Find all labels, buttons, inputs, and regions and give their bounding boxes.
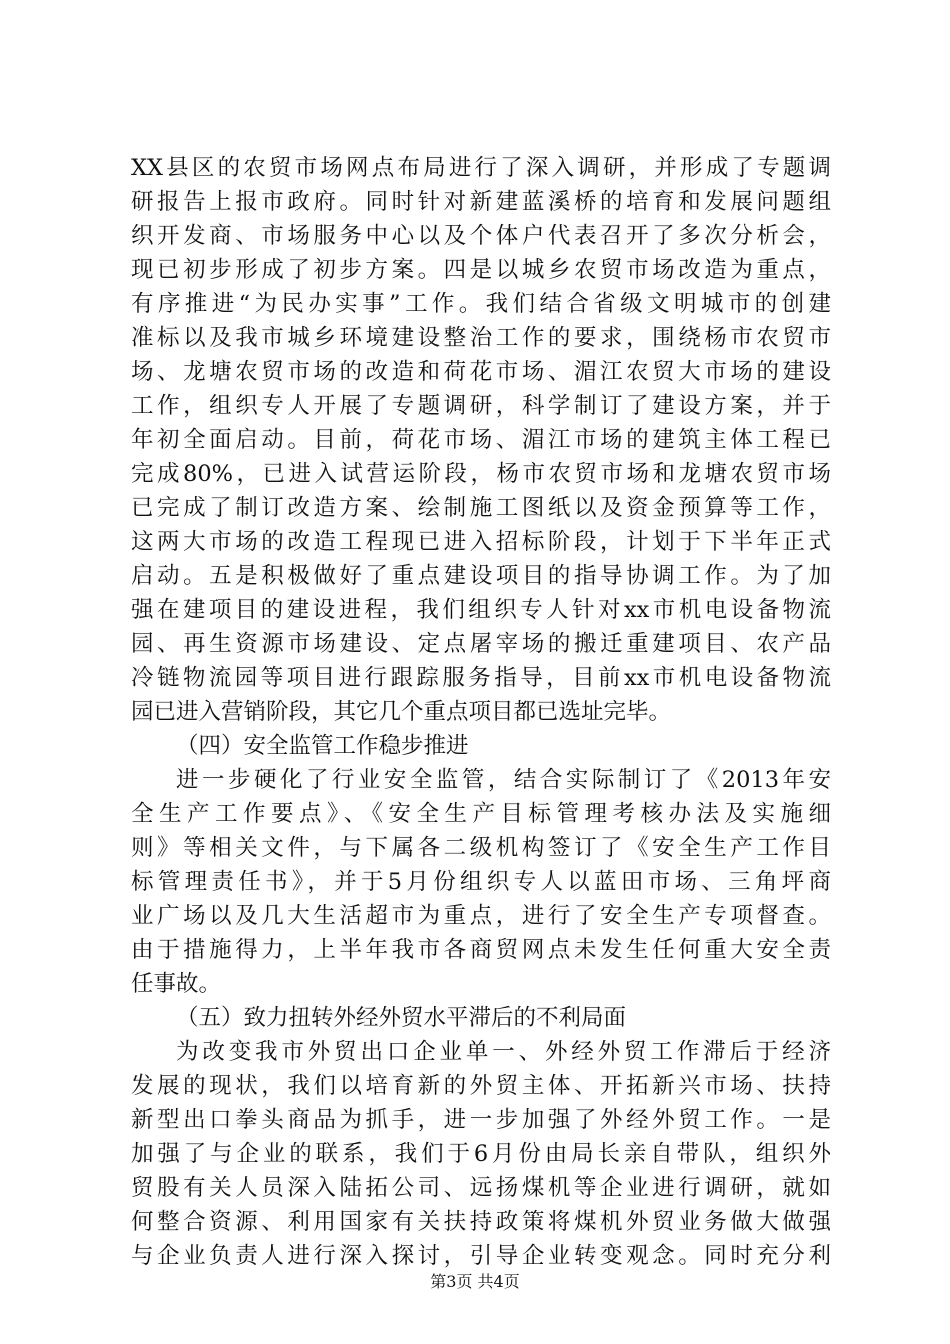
text-line: 这两大市场的改造工程现已进入招标阶段，计划于下半年正式 — [131, 529, 831, 555]
section-heading: （四）安全监管工作稳步推进 — [176, 733, 469, 759]
text-line: 年初全面启动。目前，荷花市场、湄江市场的建筑主体工程已 — [131, 427, 831, 453]
text-line: 业广场以及几大生活超市为重点，进行了安全生产专项督查。 — [131, 903, 831, 929]
document-body — [131, 151, 831, 1273]
text-line: 完成80%，已进入试营运阶段，杨市农贸市场和龙塘农贸市场 — [131, 461, 831, 487]
text-line: 何整合资源、利用国家有关扶持政策将煤机外贸业务做大做强 — [131, 1209, 831, 1235]
text-line: 现已初步形成了初步方案。四是以城乡农贸市场改造为重点， — [131, 257, 831, 283]
text-line: 工作，组织专人开展了专题调研，科学制订了建设方案，并于 — [131, 393, 831, 419]
text-line: 园已进入营销阶段，其它几个重点项目都已选址完毕。 — [131, 699, 672, 725]
text-line: 则》等相关文件，与下属各二级机构签订了《安全生产工作目 — [131, 835, 831, 861]
text-line: 任事故。 — [131, 971, 222, 997]
text-line: 发展的现状，我们以培育新的外贸主体、开拓新兴市场、扶持 — [131, 1073, 831, 1099]
text-line: 进一步硬化了行业安全监管，结合实际制订了《2013年安 — [176, 767, 831, 793]
text-line: 新型出口拳头商品为抓手，进一步加强了外经外贸工作。一是 — [131, 1107, 831, 1133]
text-line: 织开发商、市场服务中心以及个体户代表召开了多次分析会， — [131, 223, 831, 249]
text-line: 强在建项目的建设进程，我们组织专人针对xx市机电设备物流 — [131, 597, 831, 623]
text-line: 全生产工作要点》、《安全生产目标管理考核办法及实施细 — [131, 801, 831, 827]
text-line: 加强了与企业的联系，我们于6月份由局长亲自带队，组织外 — [131, 1141, 831, 1167]
text-line: 冷链物流园等项目进行跟踪服务指导，目前xx市机电设备物流 — [131, 665, 831, 691]
text-line: 启动。五是积极做好了重点建设项目的指导协调工作。为了加 — [131, 563, 831, 589]
text-line: 有序推进“为民办实事”工作。我们结合省级文明城市的创建 — [131, 291, 831, 317]
text-line: 与企业负责人进行深入探讨，引导企业转变观念。同时充分利 — [131, 1243, 831, 1269]
text-line: 贸股有关人员深入陆拓公司、远扬煤机等企业进行调研，就如 — [131, 1175, 831, 1201]
text-line: 准标以及我市城乡环境建设整治工作的要求，围绕杨市农贸市 — [131, 325, 831, 351]
text-line: 为改变我市外贸出口企业单一、外经外贸工作滞后于经济 — [176, 1039, 831, 1065]
page-number-footer: 第3页 共4页 — [430, 1272, 520, 1291]
text-line: XX县区的农贸市场网点布局进行了深入调研，并形成了专题调 — [131, 155, 831, 181]
text-line: 标管理责任书》，并于5月份组织专人以蓝田市场、三角坪商 — [131, 869, 831, 895]
text-line: 园、再生资源市场建设、定点屠宰场的搬迁重建项目、农产品 — [131, 631, 831, 657]
text-line: 已完成了制订改造方案、绘制施工图纸以及资金预算等工作， — [131, 495, 831, 521]
text-line: 由于措施得力，上半年我市各商贸网点未发生任何重大安全责 — [131, 937, 831, 963]
section-heading: （五）致力扭转外经外贸水平滞后的不利局面 — [176, 1005, 627, 1031]
text-line: 场、龙塘农贸市场的改造和荷花市场、湄江农贸大市场的建设 — [131, 359, 831, 385]
text-line: 研报告上报市政府。同时针对新建蓝溪桥的培育和发展问题组 — [131, 189, 831, 215]
